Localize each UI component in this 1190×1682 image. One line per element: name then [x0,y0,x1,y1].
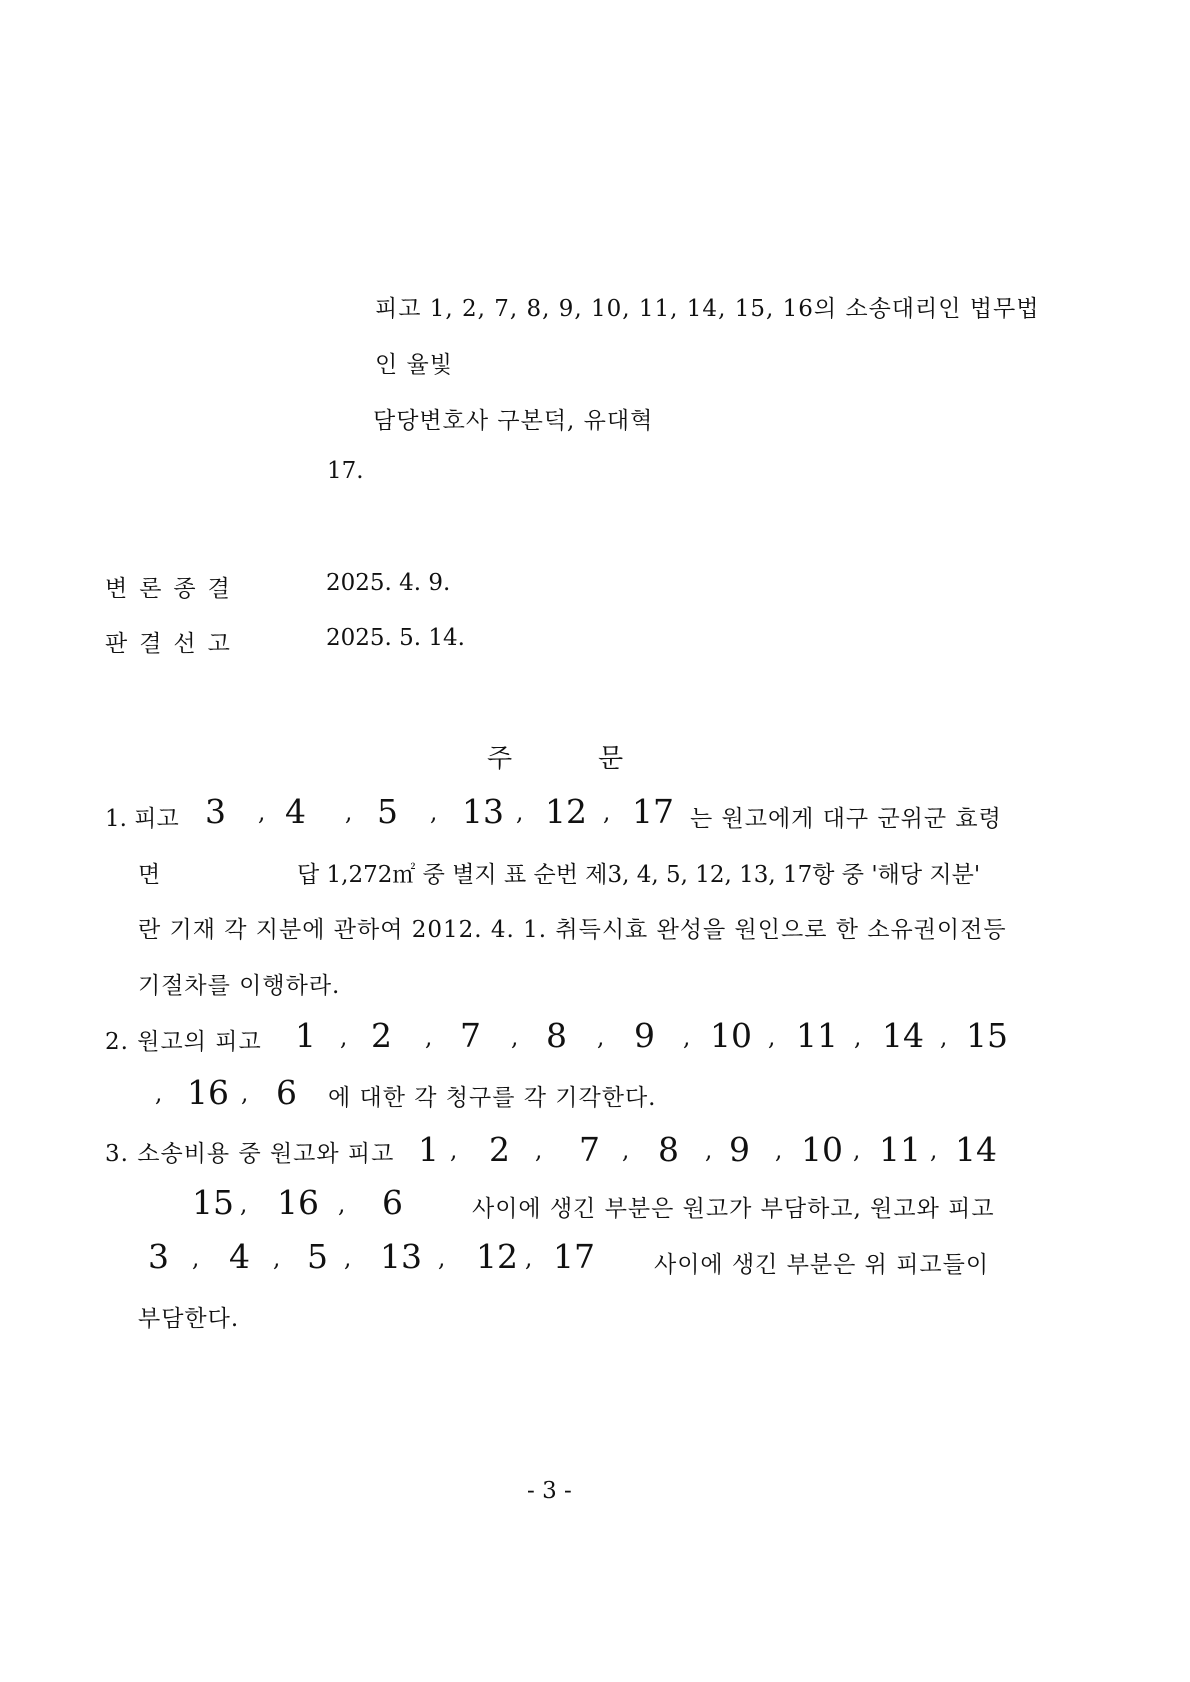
order3-num: 15 [192,1183,234,1222]
party-line-4: 17. [327,458,364,484]
order3-num: 17 [553,1237,595,1276]
order3-num: 14 [955,1130,997,1169]
order3-num: 7 [579,1130,600,1169]
order1-tail: 는 원고에게 대구 군위군 효령 [690,806,1002,832]
order1-line2-b: 답 1,272㎡ 중 별지 표 순번 제3, 4, 5, 12, 13, 17항 중 '해당 지분' [297,862,981,888]
order2-comma: , [768,1025,776,1051]
order1-num: 17 [632,792,674,831]
order3-num: 13 [380,1237,422,1276]
order1-comma: , [258,800,266,826]
order3-comma: , [273,1246,281,1272]
order2-num: 8 [546,1016,567,1055]
order3-comma: , [930,1138,938,1164]
order3-num: 2 [489,1130,510,1169]
order3-comma: , [622,1138,630,1164]
order2-num: 1 [295,1016,316,1055]
order2-comma: , [425,1025,433,1051]
order3-comma: , [450,1138,458,1164]
order3-num: 3 [148,1237,169,1276]
order3-num: 10 [801,1130,843,1169]
order3-num: 12 [476,1237,518,1276]
order3-comma: , [705,1138,713,1164]
order3-num: 6 [382,1183,403,1222]
order3-num: 1 [418,1130,439,1169]
order2-comma: , [340,1025,348,1051]
order2-comma: , [597,1025,605,1051]
order1-comma: , [516,800,524,826]
order1-line3: 란 기재 각 지분에 관하여 2012. 4. 1. 취득시효 완성을 원인으로 한 소유권이전등 [138,917,1007,943]
order1-num: 4 [285,792,306,831]
order2-comma: , [854,1025,862,1051]
order1-num: 5 [377,792,398,831]
order1-num: 3 [205,792,226,831]
closing-label: 변론종결 [105,576,242,602]
order2-num: 10 [710,1016,752,1055]
closing-date: 2025. 4. 9. [326,570,451,596]
order2-num: 9 [634,1016,655,1055]
order3-line4: 부담한다. [138,1306,240,1332]
order3-tail-2: 사이에 생긴 부분은 원고가 부담하고, 원고와 피고 [472,1196,995,1222]
order3-comma: , [775,1138,783,1164]
page-number: - 3 - [527,1478,572,1504]
order2-comma: , [241,1081,249,1107]
order3-comma: , [535,1138,543,1164]
order2-num: 11 [796,1016,838,1055]
order1-line2-a: 면 [138,862,161,888]
order2-num: 6 [276,1073,297,1112]
order2-comma: , [940,1025,948,1051]
heading-char-1: 주 [487,744,513,774]
order1-comma: , [603,800,611,826]
heading-char-2: 문 [598,744,624,774]
order3-num: 9 [729,1130,750,1169]
order2-lead: 2. 원고의 피고 [105,1029,262,1055]
order1-comma: , [430,800,438,826]
order3-comma: , [192,1246,200,1272]
party-line-3: 담당변호사 구본덕, 유대혁 [373,408,654,434]
order3-num: 4 [229,1237,250,1276]
order3-num: 11 [879,1130,921,1169]
party-line-2: 인 율빛 [375,352,453,378]
order3-comma: , [525,1246,533,1272]
order1-comma: , [345,800,353,826]
order2-num: 2 [371,1016,392,1055]
order3-comma: , [338,1192,346,1218]
order2-comma: , [683,1025,691,1051]
judgment-label: 판결선고 [105,631,242,657]
order2-comma: , [511,1025,519,1051]
order2-tail: 에 대한 각 청구를 각 기각한다. [328,1085,657,1111]
order3-comma: , [344,1246,352,1272]
judgment-date: 2025. 5. 14. [326,625,465,651]
order2-num: 14 [882,1016,924,1055]
order2-comma: , [155,1081,163,1107]
order2-num: 15 [966,1016,1008,1055]
order3-num: 8 [658,1130,679,1169]
order1-num: 12 [545,792,587,831]
order1-num: 13 [462,792,504,831]
order3-comma: , [240,1192,248,1218]
order3-comma: , [438,1246,446,1272]
order2-num: 16 [187,1073,229,1112]
order3-comma: , [853,1138,861,1164]
party-line-1: 피고 1, 2, 7, 8, 9, 10, 11, 14, 15, 16의 소송대리인 법무법 [375,296,1040,322]
order3-num: 16 [277,1183,319,1222]
order3-lead: 3. 소송비용 중 원고와 피고 [105,1141,395,1167]
order3-num: 5 [307,1237,328,1276]
order3-tail-3: 사이에 생긴 부분은 위 피고들이 [654,1252,990,1278]
order2-num: 7 [460,1016,481,1055]
order1-lead: 1. 피고 [105,806,179,832]
order1-line4: 기절차를 이행하라. [138,973,341,999]
